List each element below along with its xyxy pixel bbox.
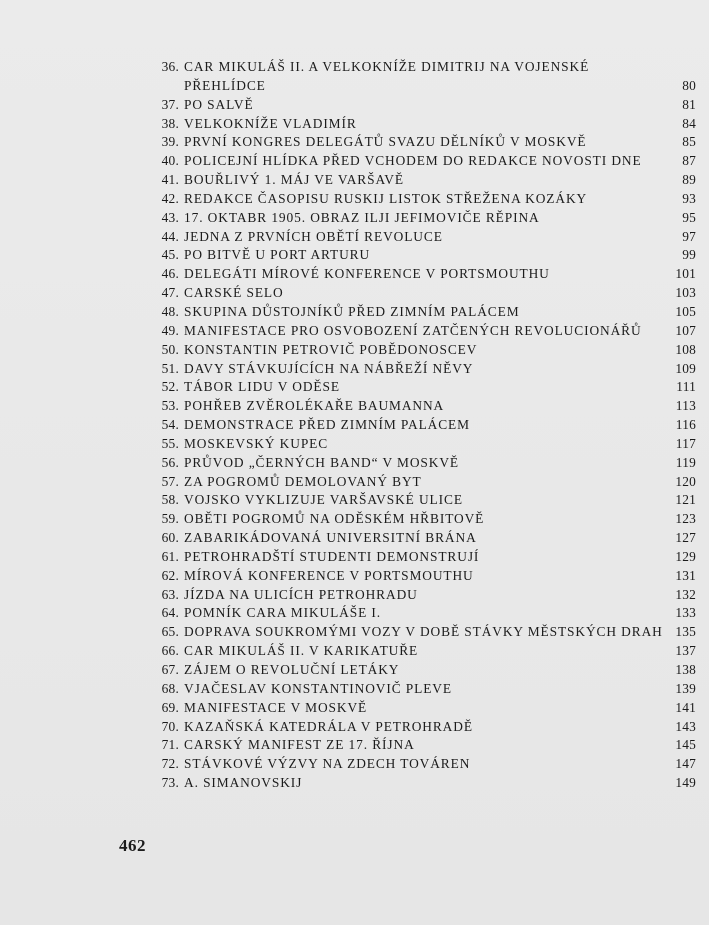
entry-title: MANIFESTACE V MOSKVĚ (184, 699, 368, 715)
entry-page-number: 143 (675, 718, 696, 734)
list-item (150, 491, 696, 510)
list-item (150, 397, 696, 416)
entry-title: DELEGÁTI MÍROVÉ KONFERENCE V PORTSMOUTHU (184, 266, 550, 282)
entry-number: 48. (161, 303, 179, 319)
entry-number: 40. (161, 153, 179, 169)
entry-title: JÍZDA NA ULICÍCH PETROHRADU (184, 586, 418, 602)
entry-number: 39. (161, 134, 179, 150)
entry-title: DAVY STÁVKUJÍCÍCH NA NÁBŘEŽÍ NĚVY (184, 360, 474, 376)
entry-title: VELKOKNÍŽE VLADIMÍR (184, 115, 357, 131)
list-item (150, 228, 696, 247)
entry-number: 59. (161, 511, 179, 527)
entry-page-number: 101 (675, 266, 696, 282)
entry-page-number: 107 (675, 322, 696, 338)
entry-number: 64. (161, 605, 179, 621)
entry-title: CAR MIKULÁŠ II. A VELKOKNÍŽE DIMITRIJ NA VOJENSKÉ (184, 59, 590, 74)
list-item (150, 661, 696, 680)
entry-title: TÁBOR LIDU V ODĚSE (184, 379, 340, 395)
entry-page-number: 135 (675, 624, 696, 640)
entry-page-number: 123 (675, 511, 696, 527)
list-item (150, 510, 696, 529)
entry-title: POHŘEB ZVĚROLÉKAŘE BAUMANNA (184, 398, 445, 414)
entry-title: KAZAŇSKÁ KATEDRÁLA V PETROHRADĚ (184, 718, 473, 734)
entry-title: JEDNA Z PRVNÍCH OBĚTÍ REVOLUCE (184, 228, 443, 244)
list-item (150, 736, 696, 755)
entry-title: POMNÍK CARA MIKULÁŠE I. (184, 605, 382, 621)
entry-title: REDAKCE ČASOPISU RUSKIJ LISTOK STŘEŽENA KOZÁKY (184, 190, 588, 206)
list-item (150, 435, 696, 454)
entry-page-number: 87 (682, 153, 696, 169)
entry-page-number: 131 (675, 567, 696, 583)
list-item (150, 96, 696, 115)
entry-number: 47. (161, 285, 179, 301)
entry-page-number: 141 (675, 699, 696, 715)
entry-page-number: 137 (675, 643, 696, 659)
entry-number: 68. (161, 680, 179, 696)
entry-title: DOPRAVA SOUKROMÝMI VOZY V DOBĚ STÁVKY MĚSTSKÝCH DRAH (184, 624, 663, 640)
list-item (150, 303, 696, 322)
entry-title: PETROHRADŠTÍ STUDENTI DEMONSTRUJÍ (184, 548, 480, 564)
entry-page-number: 103 (675, 285, 696, 301)
entry-title: PO BITVĚ U PORT ARTURU (184, 247, 371, 263)
entry-page-number: 111 (676, 379, 696, 395)
entry-page-number: 95 (682, 209, 696, 225)
list-item (150, 774, 696, 793)
entry-title: DEMONSTRACE PŘED ZIMNÍM PALÁCEM (184, 417, 470, 433)
entry-page-number: 93 (682, 190, 696, 206)
entry-number: 62. (161, 567, 179, 583)
list-item (150, 642, 696, 661)
list-item (150, 586, 696, 605)
entry-number: 36. (161, 59, 179, 74)
entry-title: POLICEJNÍ HLÍDKA PŘED VCHODEM DO REDAKCE NOVOSTI DNE (184, 153, 642, 169)
entry-number: 46. (161, 266, 179, 282)
entry-number: 65. (161, 624, 179, 640)
list-item (150, 209, 696, 228)
list-item (150, 416, 696, 435)
list-item (150, 171, 696, 190)
illustration-list (150, 58, 696, 793)
list-item (150, 58, 696, 96)
entry-title: CARSKÝ MANIFEST ZE 17. ŘÍJNA (184, 737, 415, 753)
list-item (150, 699, 696, 718)
list-item (150, 322, 696, 341)
entry-title: BOUŘLIVÝ 1. MÁJ VE VARŠAVĚ (184, 172, 404, 188)
entry-number: 49. (161, 322, 179, 338)
entry-number: 50. (161, 341, 179, 357)
list-item (150, 548, 696, 567)
list-item (150, 529, 696, 548)
entry-title: VOJSKO VYKLIZUJE VARŠAVSKÉ ULICE (184, 492, 463, 508)
entry-number: 70. (161, 718, 179, 734)
entry-number: 37. (161, 96, 179, 112)
entry-number: 66. (161, 643, 179, 659)
entry-number: 71. (161, 737, 179, 753)
entry-title: MÍROVÁ KONFERENCE V PORTSMOUTHU (184, 567, 474, 583)
entry-page-number: 138 (675, 662, 696, 677)
entry-number: 38. (161, 115, 179, 131)
list-item (150, 680, 696, 699)
entry-page-number: 108 (675, 341, 696, 357)
entry-title: KONSTANTIN PETROVIČ POBĚDONOSCEV (184, 341, 478, 357)
entry-title: ZABARIKÁDOVANÁ UNIVERSITNÍ BRÁNA (184, 530, 477, 546)
entry-number: 56. (161, 454, 179, 470)
entry-page-number: 84 (682, 115, 696, 131)
entry-page-number: 133 (675, 605, 696, 621)
list-item (150, 152, 696, 171)
entry-page-number: 81 (682, 96, 696, 112)
entry-title: STÁVKOVÉ VÝZVY NA ZDECH TOVÁREN (184, 756, 471, 772)
entry-page-number: 127 (675, 530, 696, 546)
entry-page-number: 145 (675, 737, 696, 753)
entry-page-number: 132 (675, 586, 696, 602)
entry-page-number: 105 (675, 303, 696, 319)
entry-number: 41. (161, 172, 179, 188)
entry-page-number: 147 (675, 756, 696, 772)
entry-title: CAR MIKULÁŠ II. V KARIKATUŘE (184, 643, 419, 659)
entry-title: VJAČESLAV KONSTANTINOVIČ PLEVE (184, 680, 452, 696)
entry-title: 17. OKTABR 1905. OBRAZ ILJI JEFIMOVIČE RĚPINA (184, 209, 540, 225)
list-item (150, 115, 696, 134)
entry-title: ZA POGROMŮ DEMOLOVANÝ BYT (184, 473, 422, 489)
entry-title: SKUPINA DŮSTOJNÍKŮ PŘED ZIMNÍM PALÁCEM (184, 303, 520, 319)
entry-page-number: 121 (675, 492, 696, 508)
list-item (150, 473, 696, 492)
entry-number: 42. (161, 190, 179, 206)
list-item (150, 623, 696, 642)
entry-number: 69. (161, 699, 179, 715)
list-item (150, 246, 696, 265)
entry-page-number: 129 (675, 548, 696, 564)
entry-page-number: 139 (675, 680, 696, 696)
entry-title: PO SALVĚ (184, 96, 254, 112)
list-item (150, 284, 696, 303)
entry-number: 57. (161, 473, 179, 489)
list-item (150, 265, 696, 284)
entry-number: 45. (161, 247, 179, 263)
entry-page-number: 113 (675, 398, 696, 414)
entry-title: PRŮVOD „ČERNÝCH BAND“ V MOSKVĚ (184, 454, 459, 470)
entry-number: 43. (161, 209, 179, 225)
entry-page-number: 109 (675, 360, 696, 376)
entry-title: A. SIMANOVSKIJ (184, 775, 303, 791)
list-item (150, 718, 696, 737)
list-item (150, 133, 696, 152)
entry-number: 73. (161, 775, 179, 791)
entry-title: OBĚTI POGROMŮ NA ODĚSKÉM HŘBITOVĚ (184, 511, 485, 527)
entry-title: MOSKEVSKÝ KUPEC (184, 435, 329, 451)
entry-number: 63. (161, 586, 179, 602)
list-item (150, 604, 696, 623)
entry-number: 54. (161, 417, 179, 433)
entry-page-number: 80 (682, 77, 696, 93)
entry-title-continuation: PŘEHLÍDCE (184, 77, 266, 93)
entry-page-number: 116 (675, 417, 696, 433)
entry-number: 60. (161, 530, 179, 546)
entry-title: MANIFESTACE PRO OSVOBOZENÍ ZATČENÝCH REVOLUCIONÁŘŮ (184, 322, 642, 338)
page-number: 462 (119, 836, 146, 855)
entry-page-number: 149 (675, 775, 696, 791)
entry-number: 53. (161, 398, 179, 414)
list-item (150, 360, 696, 379)
entry-number: 58. (161, 492, 179, 508)
list-item (150, 378, 696, 397)
entry-page-number: 99 (682, 247, 696, 263)
entry-page-number: 89 (682, 172, 696, 188)
list-item (150, 341, 696, 360)
list-item (150, 454, 696, 473)
entry-page-number: 85 (682, 134, 696, 150)
entry-page-number: 119 (675, 454, 696, 470)
entry-number: 51. (161, 360, 179, 376)
entry-title: CARSKÉ SELO (184, 285, 284, 301)
entry-number: 44. (161, 228, 179, 244)
entry-number: 61. (161, 548, 179, 564)
entry-title: PRVNÍ KONGRES DELEGÁTŮ SVAZU DĚLNÍKŮ V MOSKVĚ (184, 134, 587, 150)
entry-number: 55. (161, 435, 179, 451)
entry-page-number: 120 (675, 473, 696, 489)
entry-number: 72. (161, 756, 179, 772)
list-item (150, 190, 696, 209)
entry-number: 52. (161, 379, 179, 395)
entry-page-number: 117 (675, 435, 696, 451)
list-item (150, 755, 696, 774)
entry-title: ZÁJEM O REVOLUČNÍ LETÁKY (184, 662, 400, 677)
list-item (150, 567, 696, 586)
entry-number: 67. (161, 662, 179, 677)
entry-page-number: 97 (682, 228, 696, 244)
